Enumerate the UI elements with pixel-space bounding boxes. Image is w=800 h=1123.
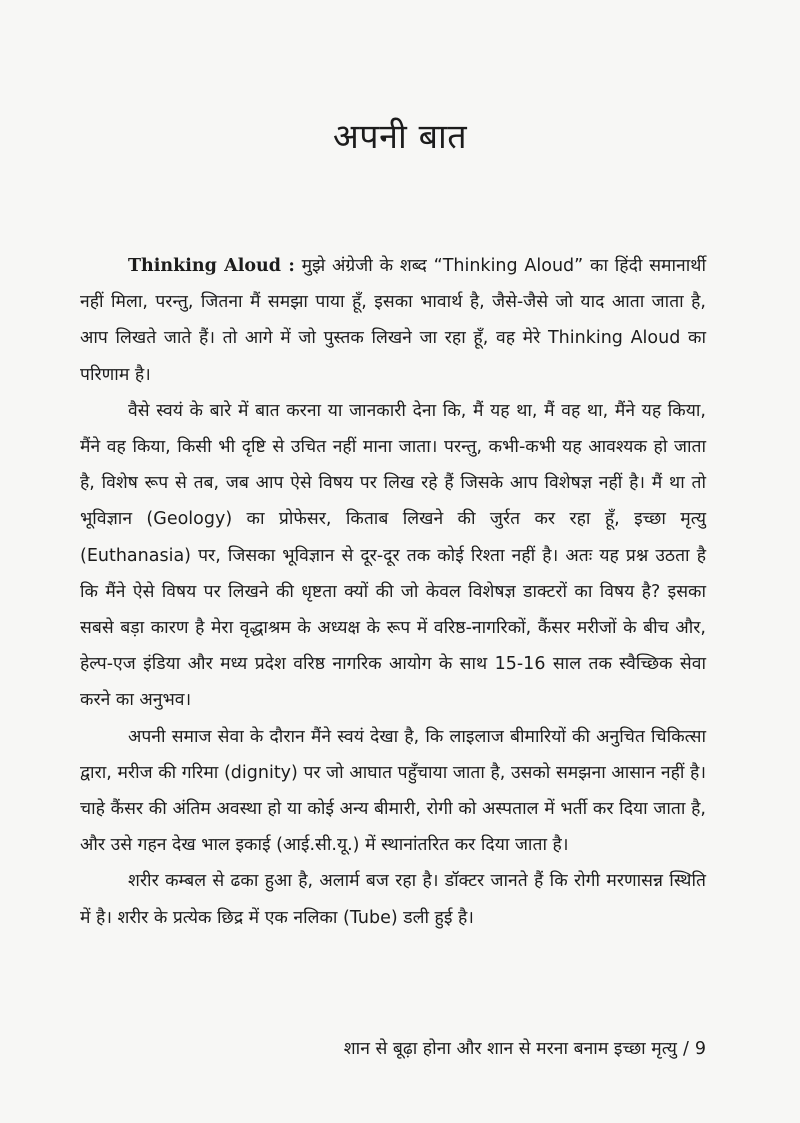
paragraph-text: अपनी समाज सेवा के दौरान मैंने स्वयं देखा है, कि लाइलाज बीमारियों की अनुचित चिकित्सा द्वारा, मरीज की गरिमा (dignity) पर जो आघात पहुँचाया जाता है, उसको समझना आसान नहीं है। चाहे कैंसर की अंतिम अवस्था हो या कोई अन्य बीमारी, रोगी को अस्पताल में भर्ती कर दिया जाता है, और उसे गहन देख भाल इकाई (आई.सी.यू.) में स्थानांतरित कर दिया जाता है।: [80, 726, 706, 856]
page-number: 9: [694, 1039, 706, 1059]
paragraph-thinking-aloud: [80, 248, 706, 393]
paragraph-text: मुझे अंग्रेजी के शब्द “Thinking Aloud” का हिंदी समानार्थी नहीं मिला, परन्तु, जितना मैं समझा पाया हूँ, इसका भावार्थ है, जैसे-जैसे जो याद आता जाता है, आप लिखते जाते हैं। तो आगे में जो पुस्तक लिखने जा रहा हूँ, वह मेरे Thinking Aloud का परिणाम है।: [80, 256, 706, 385]
paragraph-self: [80, 393, 706, 719]
paragraph-icu: [80, 863, 706, 935]
paragraph-text: शरीर कम्बल से ढका हुआ है, अलार्म बज रहा है। डॉक्टर जानते हैं कि रोगी मरणासन्न स्थिति में है। शरीर के प्रत्येक छिद्र में एक नलिका (Tube) डली हुई है।: [80, 871, 706, 928]
body-text: [80, 248, 706, 936]
paragraph-social-service: [80, 719, 706, 864]
footer-separator: /: [682, 1039, 689, 1059]
paragraph-text: वैसे स्वयं के बारे में बात करना या जानकारी देना कि, मैं यह था, मैं वह था, मैंने यह किया, मैंने वह किया, किसी भी दृष्टि से उचित नहीं माना जाता। परन्तु, कभी-कभी यह आवश्यक हो जाता है, विशेष रूप से तब, जब आप ऐसे विषय पर लिख रहे हैं जिसके आप विशेषज्ञ नहीं है। मैं था तो भूविज्ञान (Geology) का प्रोफेसर, किताब लिखने की जुर्रत कर रहा हूँ, इच्छा मृत्यु (Euthanasia) पर, जिसका भूविज्ञान से दूर-दूर तक कोई रिश्ता नहीं है। अतः यह प्रश्न उठता है कि मैंने ऐसे विषय पर लिखने की धृष्टता क्यों की जो केवल विशेषज्ञ डाक्टरों का विषय है? इसका सबसे बड़ा कारण है मेरा वृद्धाश्रम के अध्यक्ष के रूप में वरिष्ठ-नागरिकों, कैंसर मरीजों के बीच और, हेल्प-एज इंडिया और मध्य प्रदेश वरिष्ठ नागरिक आयोग के साथ 15-16 साल तक स्वैच्छिक सेवा करने का अनुभव।: [80, 400, 706, 711]
running-title: शान से बूढ़ा होना और शान से मरना बनाम इच्छा मृत्यु: [343, 1039, 677, 1059]
lead-term: Thinking Aloud :: [128, 256, 295, 276]
page-title: अपनी बात: [332, 117, 468, 157]
page-footer: [344, 1036, 706, 1060]
